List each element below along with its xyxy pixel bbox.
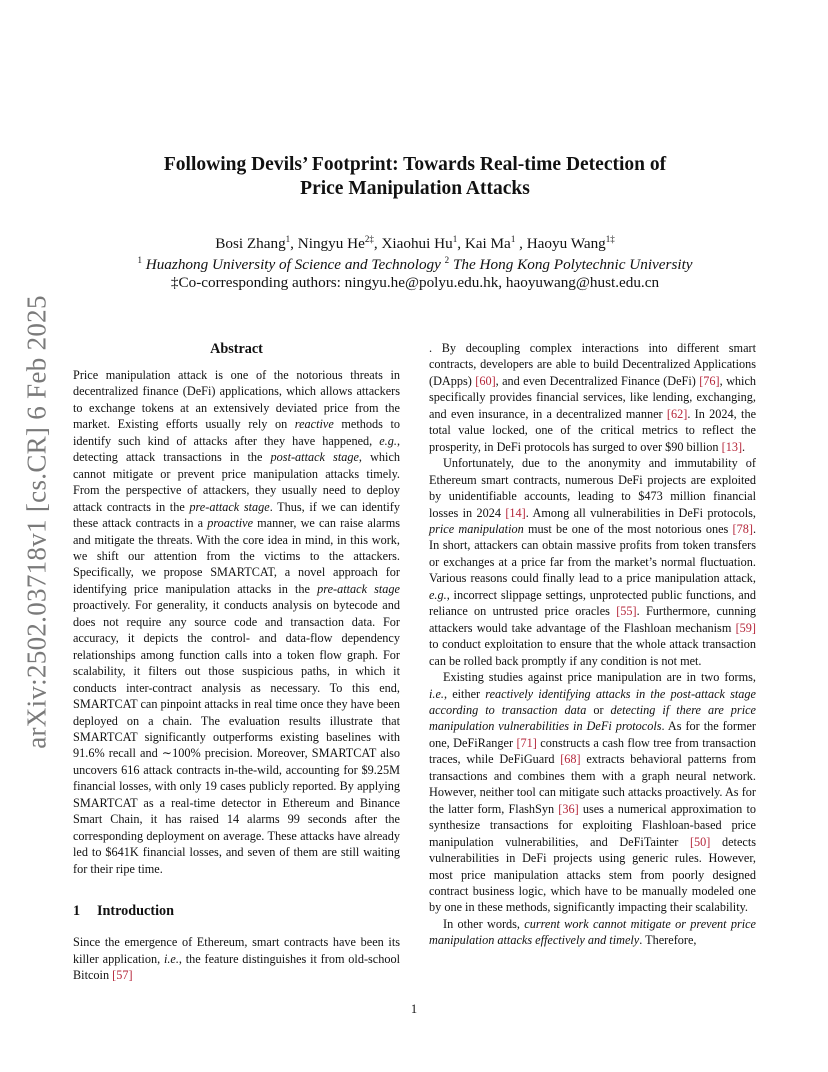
body-text: . In short, attackers can obtain massive profits from token transfers or exchanges at a price far from the market’s normal fluctuation. Various reasons could finally lead to a price manipulation attack, xyxy=(429,521,756,586)
body-text: uses a numerical approximation to synthesize transactions for exploiting Flashloan-based price manipulation vulnerabilities, and DeFiTainter xyxy=(429,801,756,849)
abstract-emphasis: pre-attack stage xyxy=(317,581,400,596)
abstract-text: methods to identify such kind of attacks after they have happened, xyxy=(73,417,400,448)
citation-link[interactable]: [14] xyxy=(505,505,526,520)
body-text: , which specifically provides financial services, like lending, exchanging, and even insurance, in a decentralized manner xyxy=(429,373,757,421)
section-heading-introduction xyxy=(73,902,400,920)
section-number: 1 xyxy=(73,903,81,920)
arxiv-identifier-stamp xyxy=(14,292,60,752)
abstract-text: manner, we can raise alarms and mitigate the threats. With the core idea in mind, in this work, we shift our attention from the victims to the attackers. Specifically, we propose SMARTCAT, a novel approach for identifying price manipulation attacks in the xyxy=(73,516,400,596)
abstract-emphasis: pre-attack stage xyxy=(189,499,270,514)
abstract-emphasis: reactive xyxy=(294,417,334,432)
paper-title xyxy=(100,153,730,201)
abstract-emphasis: e.g. xyxy=(379,433,397,448)
author-name: Ningyu He xyxy=(297,235,365,252)
author-mark: 2‡ xyxy=(364,233,374,244)
author-mark: 1‡ xyxy=(605,233,615,244)
intro-paragraph-2 xyxy=(429,455,756,669)
body-text: Existing studies against price manipulation are in two forms, xyxy=(443,670,756,685)
page-number: 1 xyxy=(410,1002,418,1016)
body-text: . By decoupling complex interactions into different smart contracts, developers are able to build Decentralized Applications (DApps) xyxy=(429,341,756,388)
arxiv-identifier-text: arXiv:2502.03718v1 [cs.CR] 6 Feb 2025 xyxy=(21,295,52,749)
intro-paragraph-3 xyxy=(429,669,756,916)
citation-link[interactable]: [76] xyxy=(699,373,720,388)
body-text: , the feature distinguishes it from old-school Bitcoin xyxy=(73,951,401,982)
body-text: . Furthermore, cunning attackers would take advantage of the Flashloan mechanism xyxy=(429,604,756,635)
left-column xyxy=(73,340,400,983)
author-mark: 1 xyxy=(285,233,291,244)
citation-link[interactable]: [57] xyxy=(112,967,133,982)
right-column xyxy=(429,340,756,949)
body-text: , incorrect slippage settings, unprotected public functions, and reliance on untrusted price oracles xyxy=(429,587,756,619)
abstract-text: proactively. For generality, it conducts analysis on bytecode and does not require any source code and transaction data. For accuracy, it depicts the control- and data-flow dependency relationships among function calls into a token flow graph. For scalability, it filters out those suspicious paths, in which it conducts inter-contract analysis as necessary. To this end, SMARTCAT can pinpoint attacks in real time once they have been deployed on a chain. The evaluation results illustrate that SMARTCAT significantly outperforms existing baselines with 91.6% recall and ∼100% precision. Moreover, SMARTCAT also uncovers 616 attack contracts in-the-wild, accounting for $9.25M financial losses, with only 19 cases publicly reported. By applying SMARTCAT as a real-time detector in Ethereum and Binance Smart Chain, it has raised 14 alarms 99 seconds after the corresponding deployment on average. These attacks have already led to $641K financial losses, and seven of them are still waiting for their ripe time. xyxy=(73,598,400,876)
paper-title-line-1: Following Devils’ Footprint: Towards Real-time Detection of xyxy=(163,154,667,175)
abstract-body xyxy=(73,367,400,877)
body-text: detects vulnerabilities in DeFi projects using generic rules. However, most price manipulation attacks stem from poorly designed contract business logic, which have to be manually modeled one by one in these methods, significantly impacting their scalability. xyxy=(429,834,757,915)
body-text: . Among all vulnerabilities in DeFi protocols, xyxy=(525,505,756,520)
author-name: Xiaohui Hu xyxy=(381,235,453,252)
affiliation-mark: 1 xyxy=(137,254,142,265)
body-emphasis: e.g. xyxy=(429,587,447,602)
affiliation-name: The Hong Kong Polytechnic University xyxy=(452,256,693,273)
paper-title-line-2: Price Manipulation Attacks xyxy=(300,178,530,199)
intro-paragraph-1 xyxy=(73,934,400,983)
body-text: . As for the former one, DeFiRanger xyxy=(429,719,756,750)
body-text: . In 2024, the total value locked, one of the critical metrics to reflect the prosperity, in DeFi protocols has surged to over $90 billion xyxy=(429,406,757,454)
citation-link[interactable]: [62] xyxy=(666,406,688,421)
body-text: must be one of the most notorious ones xyxy=(523,521,733,536)
abstract-emphasis: post-attack stage xyxy=(270,450,359,465)
intro-paragraph-1-continued xyxy=(429,340,756,455)
corresponding-authors-line: ‡Co-corresponding authors: ningyu.he@polyu.edu.hk, haoyuwang@hust.edu.cn xyxy=(170,274,660,291)
body-text: . xyxy=(742,439,746,454)
author-name: Bosi Zhang xyxy=(215,235,286,252)
citation-link[interactable]: [55] xyxy=(616,604,637,619)
body-emphasis: detecting if there are price manipulation vulnerabilities in DeFi protocols xyxy=(429,702,756,734)
citation-link[interactable]: [50] xyxy=(689,834,711,849)
citation-link[interactable]: [59] xyxy=(735,620,756,635)
affiliation-mark: 2 xyxy=(444,254,450,265)
affiliation-name: Huazhong University of Science and Technology xyxy=(145,256,441,273)
abstract-text: , which cannot mitigate or prevent price manipulation attacks timely. From the perspective of attackers, they usually need to deploy attack contracts in the xyxy=(73,450,400,514)
citation-link[interactable]: [60] xyxy=(475,373,496,388)
author-list: Bosi Zhang$^1$, Ningyu $He^{2\ddagger}$, Xiaohui Hu$^1$, Kai Ma$^1$ , Haoyu Wang$^{1\ddagger}$ xyxy=(215,233,615,252)
author-name: Kai Ma xyxy=(464,235,511,252)
abstract-heading: Abstract xyxy=(210,341,263,357)
body-text: constructs a cash flow tree from transaction traces, while DeFiGuard xyxy=(429,735,756,767)
author-mark: 1 xyxy=(510,233,516,244)
body-text: , either xyxy=(443,686,486,701)
citation-link[interactable]: [78] xyxy=(732,521,753,536)
body-text: Unfortunately, due to the anonymity and immutability of Ethereum smart contracts, numerous DeFi projects are exploited by unidentifiable accounts, leading to $473 million financial losses in 2024 xyxy=(429,456,756,520)
affiliation-line xyxy=(90,256,740,274)
body-emphasis: i.e. xyxy=(429,686,444,701)
author-name: Haoyu Wang xyxy=(526,235,606,252)
author-mark: 1 xyxy=(452,233,458,244)
intro-paragraph-4 xyxy=(429,916,756,949)
body-text: . Therefore, xyxy=(639,933,697,948)
body-text: , and even Decentralized Finance (DeFi) xyxy=(495,373,700,388)
section-title: Introduction xyxy=(97,903,174,920)
body-text: or xyxy=(586,702,611,717)
citation-link[interactable]: [68] xyxy=(560,752,581,767)
abstract-emphasis: proactive xyxy=(207,516,254,531)
abstract-text: . Thus, if we can identify these attack contracts in a xyxy=(73,499,400,531)
body-text: In other words, xyxy=(443,916,525,931)
citation-link[interactable]: [71] xyxy=(516,735,537,750)
body-emphasis: i.e. xyxy=(163,951,179,966)
body-text: extracts behavioral patterns from transactions and combines them with a graph neural network. However, neither tool can mitigate such attacks proactively. As for the latter form, FlashSyn xyxy=(429,752,756,816)
citation-link[interactable]: [13] xyxy=(721,439,743,454)
abstract-text: , detecting attack transactions in the xyxy=(73,433,400,465)
body-emphasis: current work cannot mitigate or prevent price manipulation attacks effectively and timely xyxy=(429,916,756,948)
abstract-text: Price manipulation attack is one of the notorious threats in decentralized finance (DeFi) applications, which allows attackers to exchange tokens at an extensively deviated price from the market. Existing efforts usually rely on xyxy=(73,368,400,432)
body-text: to conduct exploitation to ensure that the whole attack transaction can be rolled back promptly if any condition is not met. xyxy=(429,637,756,668)
body-emphasis: price manipulation xyxy=(429,521,524,536)
citation-link[interactable]: [36] xyxy=(558,801,579,816)
body-text: Since the emergence of Ethereum, smart contracts have been its killer application, xyxy=(73,935,400,966)
body-emphasis: reactively identifying attacks in the post-attack stage according to transaction data xyxy=(429,686,756,717)
